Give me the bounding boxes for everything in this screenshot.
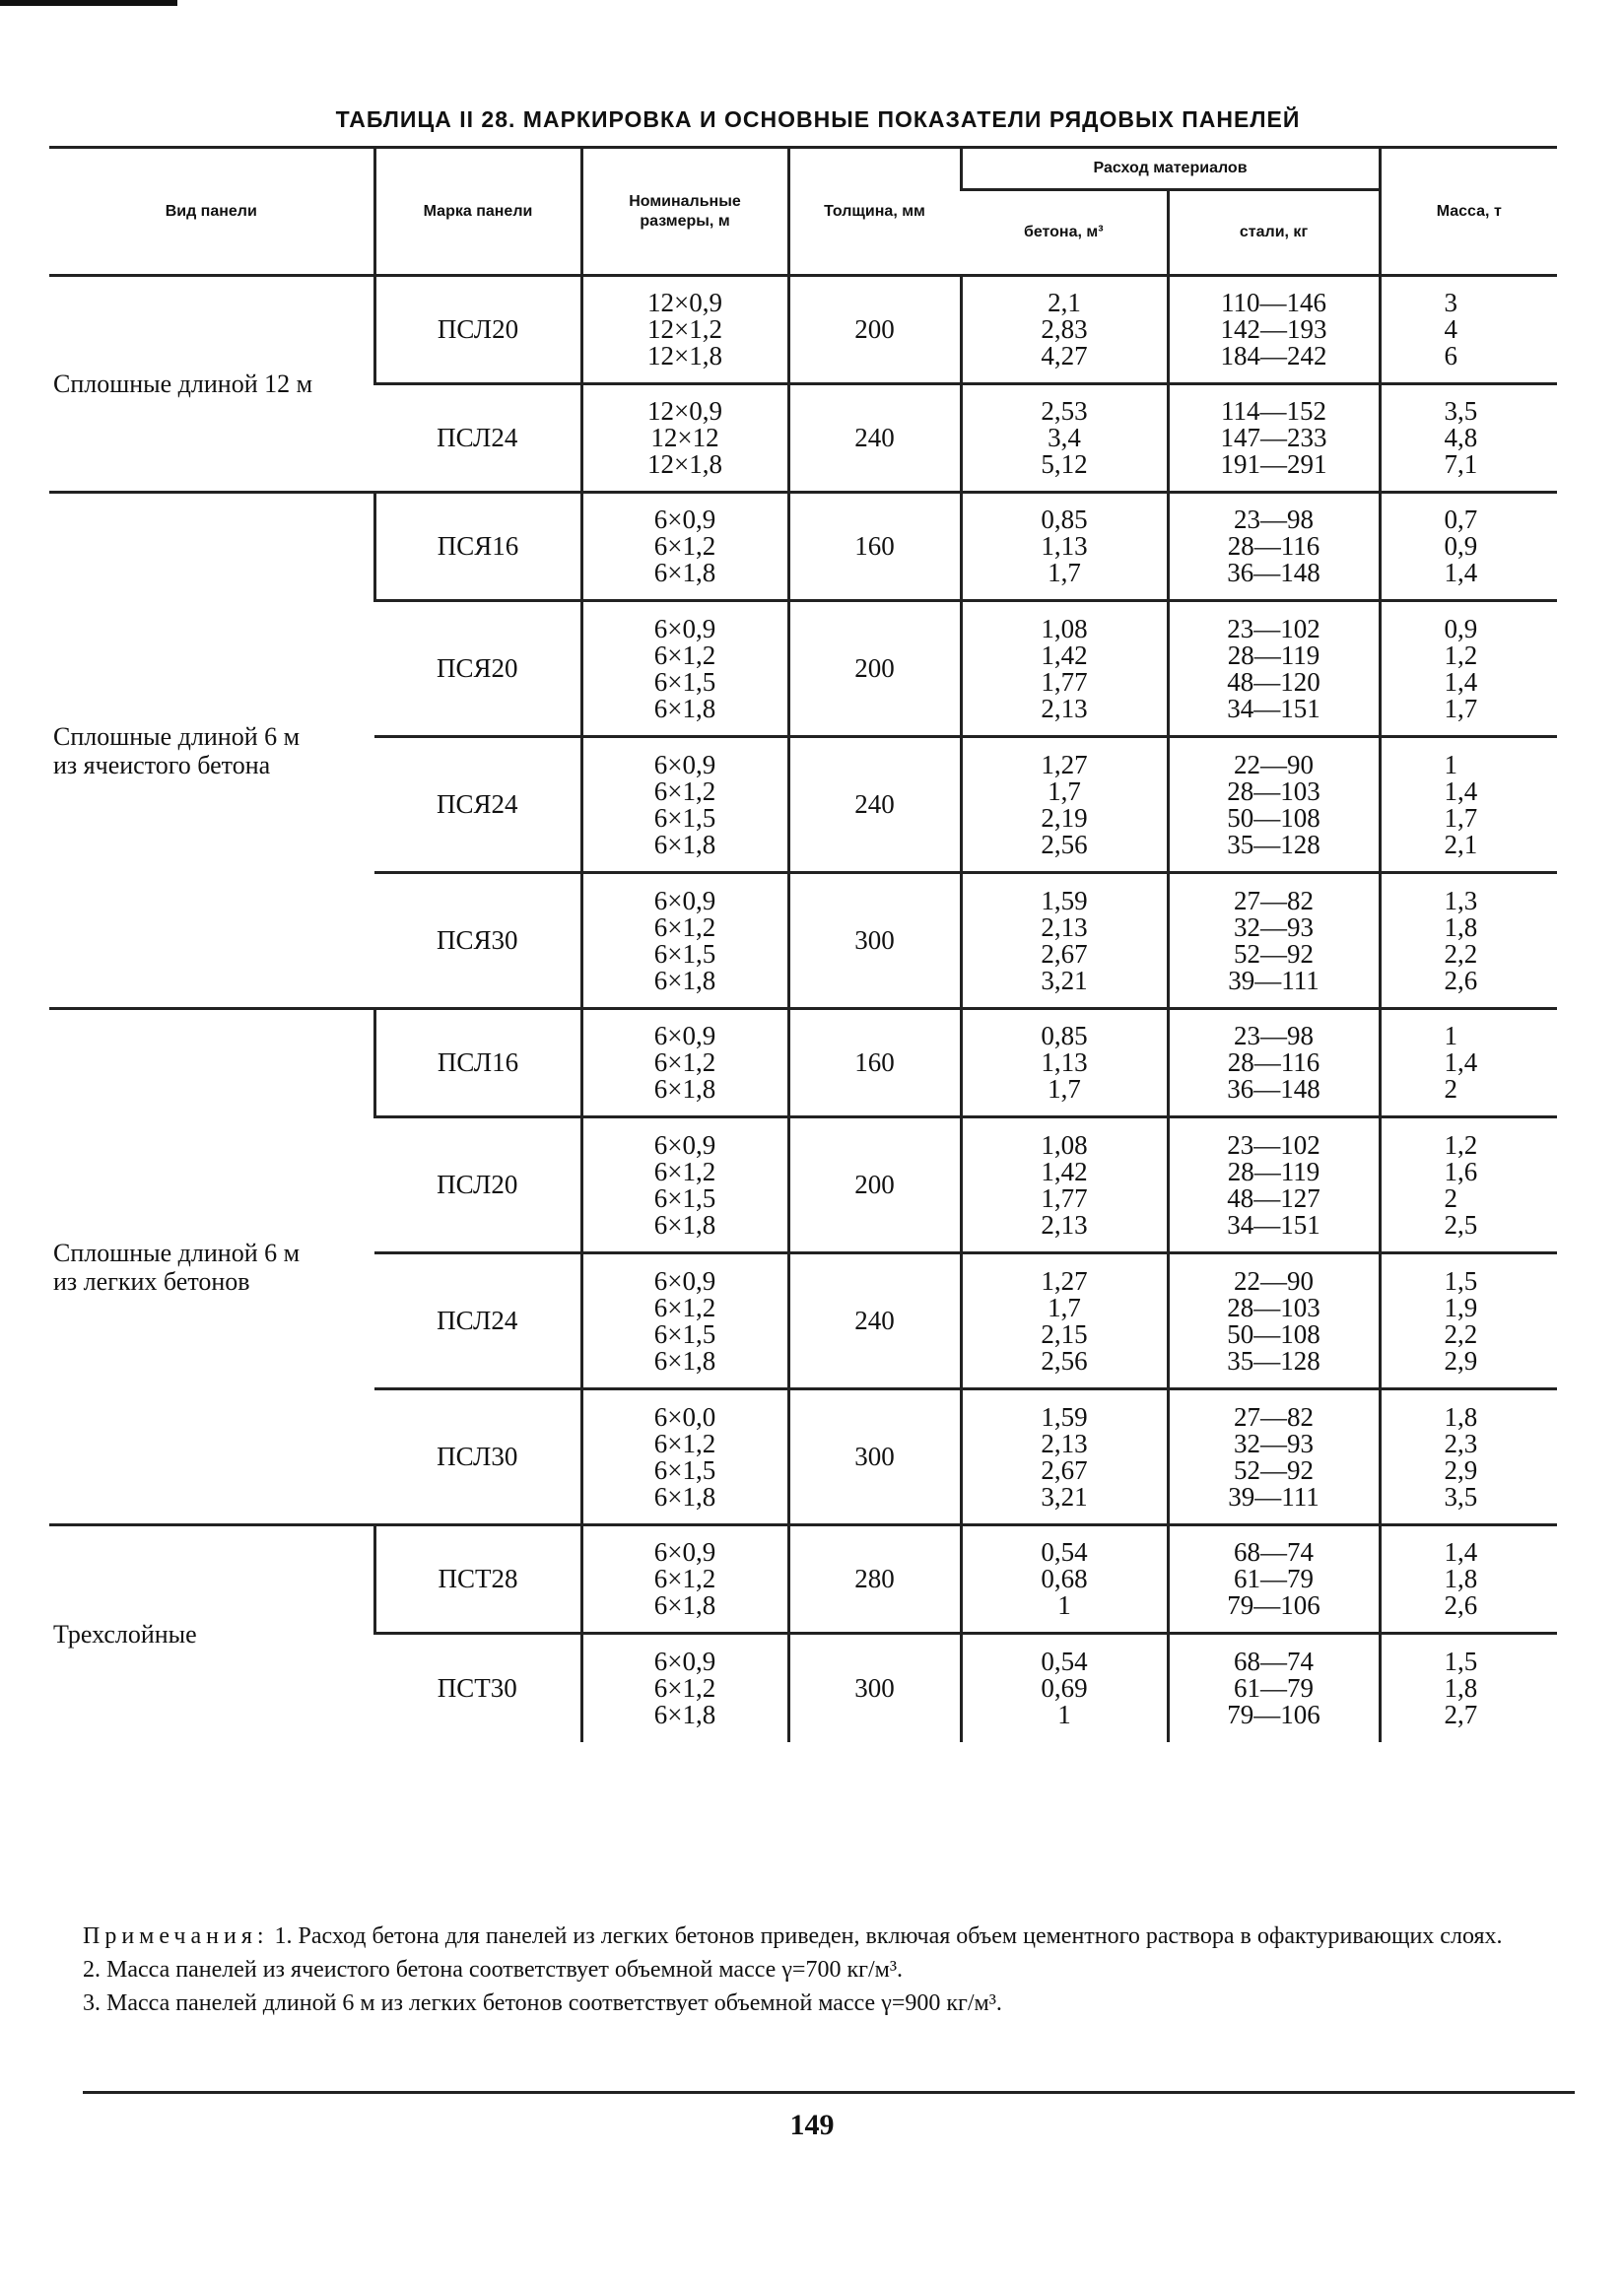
mass-value: 1,2 (1444, 640, 1478, 670)
concrete-value: 2,19 (1041, 802, 1088, 833)
concrete-value: 5,12 (1041, 449, 1088, 479)
dimensions-value: 12×1,8 (647, 449, 722, 479)
panel-mark-cell: ПСЛ20 (374, 276, 581, 384)
panel-kind-cell (49, 1009, 374, 1525)
concrete-value: 0,68 (1041, 1564, 1088, 1593)
steel-cell (1168, 276, 1380, 384)
notes (83, 1920, 1551, 2020)
concrete-cell (961, 1389, 1168, 1525)
mass-cell (1380, 1525, 1557, 1634)
dimensions-cell (581, 1634, 788, 1742)
steel-value: 39—111 (1228, 1481, 1320, 1512)
dimensions-value: 6×1,2 (653, 911, 716, 942)
dimensions-cell (581, 873, 788, 1009)
mass-value: 1,4 (1444, 1537, 1478, 1567)
table-row (49, 276, 1557, 384)
concrete-value: 1,7 (1048, 775, 1081, 806)
dimensions-value: 6×1,2 (653, 1428, 716, 1458)
thickness-cell: 160 (788, 1009, 961, 1117)
dimensions-value: 6×1,8 (653, 1699, 716, 1729)
dimensions-value: 6×1,2 (653, 640, 716, 670)
table-row (49, 1009, 1557, 1117)
concrete-value: 2,56 (1041, 1345, 1088, 1376)
concrete-value: 1,08 (1041, 1129, 1088, 1160)
dimensions-value: 6×1,2 (653, 1564, 716, 1593)
panel-mark-cell: ПСЛ24 (374, 384, 581, 493)
panel-kind-line: Сплошные длиной 12 м (53, 370, 313, 398)
dimensions-value: 6×1,2 (653, 1156, 716, 1186)
steel-cell (1168, 1117, 1380, 1253)
concrete-value: 2,83 (1041, 314, 1088, 344)
mass-value: 1,3 (1444, 885, 1478, 915)
panel-mark-cell: ПСЯ16 (374, 493, 581, 601)
concrete-value: 3,21 (1041, 1481, 1088, 1512)
steel-value: 34—151 (1227, 693, 1320, 723)
concrete-cell (961, 1253, 1168, 1389)
steel-value: 23—98 (1234, 1021, 1314, 1050)
dimensions-value: 6×1,5 (653, 1454, 716, 1485)
panel-mark-cell: ПСЯ30 (374, 873, 581, 1009)
mass-value: 1,2 (1444, 1129, 1478, 1160)
steel-value: 61—79 (1234, 1564, 1314, 1593)
thickness-cell: 200 (788, 1117, 961, 1253)
header-thickness: Толщина, мм (788, 148, 961, 276)
mass-cell (1380, 1117, 1557, 1253)
header-dims-line1: Номинальные (629, 192, 741, 210)
table-row (49, 493, 1557, 601)
concrete-value: 2,13 (1041, 1209, 1088, 1240)
concrete-value: 1,08 (1041, 613, 1088, 643)
dimensions-value: 6×0,9 (653, 1129, 716, 1160)
steel-value: 28—119 (1227, 1156, 1320, 1186)
mass-value: 3,5 (1444, 396, 1478, 426)
header-steel: стали, кг (1168, 190, 1380, 276)
concrete-value: 2,53 (1041, 396, 1088, 426)
mass-value: 4,8 (1444, 423, 1478, 452)
concrete-cell (961, 601, 1168, 737)
concrete-cell (961, 276, 1168, 384)
panel-mark-cell: ПСТ28 (374, 1525, 581, 1634)
thickness-cell: 200 (788, 601, 961, 737)
concrete-value: 2,67 (1041, 1454, 1088, 1485)
steel-value: 34—151 (1227, 1209, 1320, 1240)
concrete-cell (961, 737, 1168, 873)
header-mass: Масса, т (1380, 148, 1557, 276)
bottom-rule (83, 2091, 1575, 2094)
thickness-cell: 160 (788, 493, 961, 601)
mass-cell (1380, 1253, 1557, 1389)
dimensions-value: 6×1,8 (653, 965, 716, 995)
dimensions-value: 6×1,8 (653, 693, 716, 723)
mass-cell (1380, 276, 1557, 384)
dimensions-value: 6×1,8 (653, 1590, 716, 1620)
steel-value: 68—74 (1234, 1646, 1314, 1676)
panel-kind-line: из ячеистого бетона (53, 750, 271, 779)
dimensions-value: 6×1,8 (653, 1209, 716, 1240)
mass-value: 3,5 (1444, 1481, 1478, 1512)
concrete-value: 4,27 (1041, 341, 1088, 370)
dimensions-cell (581, 601, 788, 737)
concrete-value: 0,54 (1041, 1646, 1088, 1676)
mass-value: 2,2 (1444, 938, 1478, 969)
concrete-cell (961, 1525, 1168, 1634)
dimensions-value: 6×1,2 (653, 1292, 716, 1322)
mass-value: 1,4 (1444, 1047, 1478, 1077)
concrete-value: 1 (1057, 1699, 1071, 1729)
dimensions-value: 6×0,9 (653, 1646, 716, 1676)
concrete-value: 1,13 (1041, 1047, 1088, 1077)
steel-value: 22—90 (1234, 749, 1314, 779)
concrete-value: 2,13 (1041, 693, 1088, 723)
steel-value: 35—128 (1227, 1345, 1320, 1376)
panel-mark-cell: ПСЛ16 (374, 1009, 581, 1117)
dimensions-value: 6×1,8 (653, 1481, 716, 1512)
steel-value: 191—291 (1220, 449, 1327, 479)
thickness-cell: 280 (788, 1525, 961, 1634)
dimensions-cell (581, 276, 788, 384)
dimensions-value: 6×0,9 (653, 613, 716, 643)
dimensions-value: 6×1,2 (653, 775, 716, 806)
panel-mark-cell: ПСТ30 (374, 1634, 581, 1742)
mass-value: 2,7 (1444, 1699, 1478, 1729)
concrete-value: 1,42 (1041, 1156, 1088, 1186)
concrete-value: 1 (1057, 1590, 1071, 1620)
mass-value: 2,9 (1444, 1345, 1478, 1376)
steel-cell (1168, 1525, 1380, 1634)
panel-mark-cell: ПСЛ24 (374, 1253, 581, 1389)
steel-value: 184—242 (1220, 341, 1327, 370)
mass-value: 2,2 (1444, 1318, 1478, 1349)
concrete-value: 2,56 (1041, 829, 1088, 859)
scan-edge-mark (0, 0, 177, 6)
steel-value: 36—148 (1227, 558, 1320, 587)
mass-value: 1 (1444, 1021, 1458, 1050)
panel-kind-cell (49, 493, 374, 1009)
dimensions-value: 6×0,9 (653, 749, 716, 779)
dimensions-value: 6×0,0 (653, 1401, 716, 1432)
concrete-cell (961, 384, 1168, 493)
mass-value: 0,9 (1444, 531, 1478, 561)
dimensions-value: 12×1,8 (647, 341, 722, 370)
mass-value: 2,6 (1444, 965, 1478, 995)
steel-value: 28—116 (1227, 1047, 1320, 1077)
header-concrete: бетона, м³ (961, 190, 1168, 276)
mass-cell (1380, 1634, 1557, 1742)
concrete-value: 1,77 (1041, 666, 1088, 697)
dimensions-value: 6×1,5 (653, 1318, 716, 1349)
dimensions-cell (581, 1009, 788, 1117)
dimensions-value: 6×1,8 (653, 1074, 716, 1104)
steel-value: 23—102 (1227, 613, 1320, 643)
mass-value: 1,4 (1444, 775, 1478, 806)
header-dims (581, 148, 788, 276)
header-materials: Расход материалов (961, 148, 1380, 190)
header-mark: Марка панели (374, 148, 581, 276)
concrete-value: 1,27 (1041, 749, 1088, 779)
concrete-cell (961, 493, 1168, 601)
panel-mark-cell: ПСЯ24 (374, 737, 581, 873)
mass-value: 2,9 (1444, 1454, 1478, 1485)
mass-cell (1380, 873, 1557, 1009)
mass-value: 2 (1444, 1074, 1458, 1104)
concrete-cell (961, 1009, 1168, 1117)
dimensions-value: 6×1,2 (653, 1047, 716, 1077)
mass-value: 7,1 (1444, 449, 1478, 479)
panel-mark-cell: ПСЛ20 (374, 1117, 581, 1253)
steel-value: 22—90 (1234, 1265, 1314, 1296)
mass-value: 2,1 (1444, 829, 1478, 859)
dimensions-cell (581, 1117, 788, 1253)
mass-value: 1,6 (1444, 1156, 1478, 1186)
concrete-value: 0,85 (1041, 1021, 1088, 1050)
mass-value: 1,5 (1444, 1265, 1478, 1296)
steel-cell (1168, 384, 1380, 493)
steel-value: 114—152 (1221, 396, 1326, 426)
thickness-cell: 300 (788, 873, 961, 1009)
mass-cell (1380, 1389, 1557, 1525)
thickness-cell: 300 (788, 1389, 961, 1525)
mass-value: 1,8 (1444, 1401, 1478, 1432)
thickness-cell: 240 (788, 1253, 961, 1389)
mass-value: 1,9 (1444, 1292, 1478, 1322)
thickness-cell: 240 (788, 384, 961, 493)
steel-value: 110—146 (1221, 288, 1326, 317)
panel-kind-line: Сплошные длиной 6 м (53, 721, 301, 751)
mass-value: 1 (1444, 749, 1458, 779)
concrete-value: 1,59 (1041, 885, 1088, 915)
header-dims-line2: размеры, м (640, 212, 730, 230)
concrete-value: 2,13 (1041, 1428, 1088, 1458)
steel-value: 39—111 (1228, 965, 1320, 995)
mass-value: 1,8 (1444, 911, 1478, 942)
concrete-value: 3,4 (1048, 423, 1081, 452)
concrete-value: 2,13 (1041, 911, 1088, 942)
concrete-value: 1,59 (1041, 1401, 1088, 1432)
table-container (49, 146, 1557, 1742)
mass-cell (1380, 493, 1557, 601)
mass-cell (1380, 601, 1557, 737)
steel-value: 27—82 (1234, 885, 1314, 915)
steel-value: 50—108 (1227, 1318, 1320, 1349)
mass-value: 2 (1444, 1182, 1458, 1213)
mass-value: 1,4 (1444, 558, 1478, 587)
concrete-value: 1,7 (1048, 558, 1081, 587)
steel-value: 61—79 (1234, 1672, 1314, 1703)
steel-value: 28—103 (1227, 1292, 1320, 1322)
panel-kind-line: Трехслойные (53, 1619, 197, 1649)
header-kind: Вид панели (49, 148, 374, 276)
steel-value: 23—98 (1234, 505, 1314, 534)
note-1 (83, 1920, 1551, 1953)
table-title: ТАБЛИЦА II 28. МАРКИРОВКА И ОСНОВНЫЕ ПОКАЗАТЕЛИ РЯДОВЫХ ПАНЕЛЕЙ (335, 106, 1301, 132)
dimensions-cell (581, 1525, 788, 1634)
steel-value: 28—119 (1227, 640, 1320, 670)
concrete-value: 3,21 (1041, 965, 1088, 995)
dimensions-value: 12×0,9 (647, 396, 722, 426)
dimensions-value: 6×1,5 (653, 1182, 716, 1213)
steel-value: 52—92 (1234, 1454, 1314, 1485)
panels-table (49, 146, 1557, 1742)
steel-value: 142—193 (1220, 314, 1327, 344)
steel-value: 79—106 (1227, 1699, 1320, 1729)
concrete-value: 0,54 (1041, 1537, 1088, 1567)
thickness-cell: 300 (788, 1634, 961, 1742)
steel-value: 79—106 (1227, 1590, 1320, 1620)
panel-kind-cell (49, 276, 374, 493)
steel-value: 32—93 (1234, 911, 1314, 942)
dimensions-value: 12×1,2 (647, 314, 722, 344)
dimensions-value: 6×0,9 (653, 1021, 716, 1050)
mass-cell (1380, 737, 1557, 873)
dimensions-cell (581, 737, 788, 873)
steel-value: 35—128 (1227, 829, 1320, 859)
steel-value: 68—74 (1234, 1537, 1314, 1567)
concrete-cell (961, 873, 1168, 1009)
dimensions-value: 6×1,5 (653, 938, 716, 969)
dimensions-value: 6×0,9 (653, 1265, 716, 1296)
concrete-value: 1,7 (1048, 1292, 1081, 1322)
mass-value: 2,5 (1444, 1209, 1478, 1240)
steel-value: 36—148 (1227, 1074, 1320, 1104)
concrete-value: 2,67 (1041, 938, 1088, 969)
note-2: 2. Масса панелей из ячеистого бетона соответствует объемной массе γ=700 кг/м³. (83, 1957, 904, 1983)
mass-value: 3 (1444, 288, 1458, 317)
concrete-value: 0,69 (1041, 1672, 1088, 1703)
steel-value: 28—116 (1227, 531, 1320, 561)
panel-kind-line: из легких бетонов (53, 1266, 250, 1296)
concrete-value: 1,42 (1041, 640, 1088, 670)
concrete-value: 0,85 (1041, 505, 1088, 534)
steel-value: 27—82 (1234, 1401, 1314, 1432)
concrete-value: 1,7 (1048, 1074, 1081, 1104)
concrete-cell (961, 1634, 1168, 1742)
mass-value: 6 (1444, 341, 1458, 370)
steel-cell (1168, 1009, 1380, 1117)
steel-cell (1168, 1634, 1380, 1742)
panel-kind-line: Сплошные длиной 6 м (53, 1238, 301, 1267)
mass-value: 4 (1444, 314, 1458, 344)
mass-value: 0,7 (1444, 505, 1478, 534)
mass-value: 1,7 (1444, 802, 1478, 833)
dimensions-value: 6×1,8 (653, 829, 716, 859)
dimensions-value: 6×1,2 (653, 531, 716, 561)
mass-cell (1380, 384, 1557, 493)
note-3: 3. Масса панелей длиной 6 м из легких бетонов соответствует объемной массе γ=900 кг/м³. (83, 1990, 1002, 2016)
steel-value: 147—233 (1220, 423, 1327, 452)
mass-value: 1,7 (1444, 693, 1478, 723)
dimensions-value: 6×1,8 (653, 558, 716, 587)
concrete-value: 2,1 (1048, 288, 1081, 317)
dimensions-cell (581, 1253, 788, 1389)
dimensions-value: 6×0,9 (653, 1537, 716, 1567)
dimensions-cell (581, 1389, 788, 1525)
steel-value: 48—120 (1227, 666, 1320, 697)
panel-mark-cell: ПСЯ20 (374, 601, 581, 737)
mass-value: 0,9 (1444, 613, 1478, 643)
mass-value: 1,4 (1444, 666, 1478, 697)
dimensions-value: 6×1,5 (653, 666, 716, 697)
dimensions-cell (581, 384, 788, 493)
steel-value: 52—92 (1234, 938, 1314, 969)
mass-value: 1,8 (1444, 1564, 1478, 1593)
dimensions-value: 6×1,5 (653, 802, 716, 833)
dimensions-value: 6×0,9 (653, 505, 716, 534)
dimensions-value: 6×1,8 (653, 1345, 716, 1376)
steel-cell (1168, 1389, 1380, 1525)
mass-cell (1380, 1009, 1557, 1117)
table-body (49, 276, 1557, 1742)
dimensions-value: 6×1,2 (653, 1672, 716, 1703)
thickness-cell: 200 (788, 276, 961, 384)
concrete-value: 1,13 (1041, 531, 1088, 561)
steel-cell (1168, 493, 1380, 601)
mass-value: 2,6 (1444, 1590, 1478, 1620)
notes-lead: Примечания: (83, 1923, 269, 1949)
steel-value: 32—93 (1234, 1428, 1314, 1458)
concrete-value: 1,77 (1041, 1182, 1088, 1213)
thickness-cell: 240 (788, 737, 961, 873)
panel-kind-cell (49, 1525, 374, 1742)
steel-value: 50—108 (1227, 802, 1320, 833)
page-number: 149 (789, 2109, 835, 2141)
steel-cell (1168, 601, 1380, 737)
panel-mark-cell: ПСЛ30 (374, 1389, 581, 1525)
steel-cell (1168, 737, 1380, 873)
steel-value: 23—102 (1227, 1129, 1320, 1160)
dimensions-value: 12×12 (650, 423, 719, 452)
mass-value: 1,8 (1444, 1672, 1478, 1703)
concrete-cell (961, 1117, 1168, 1253)
note-1-text: 1. Расход бетона для панелей из легких бетонов приведен, включая объем цементного раствора в офактуривающих слоях. (274, 1923, 1503, 1949)
dimensions-value: 6×0,9 (653, 885, 716, 915)
mass-value: 2,3 (1444, 1428, 1478, 1458)
dimensions-cell (581, 493, 788, 601)
steel-cell (1168, 1253, 1380, 1389)
steel-value: 28—103 (1227, 775, 1320, 806)
concrete-value: 2,15 (1041, 1318, 1088, 1349)
steel-value: 48—127 (1227, 1182, 1320, 1213)
concrete-value: 1,27 (1041, 1265, 1088, 1296)
mass-value: 1,5 (1444, 1646, 1478, 1676)
dimensions-value: 12×0,9 (647, 288, 722, 317)
steel-cell (1168, 873, 1380, 1009)
table-row (49, 1525, 1557, 1634)
